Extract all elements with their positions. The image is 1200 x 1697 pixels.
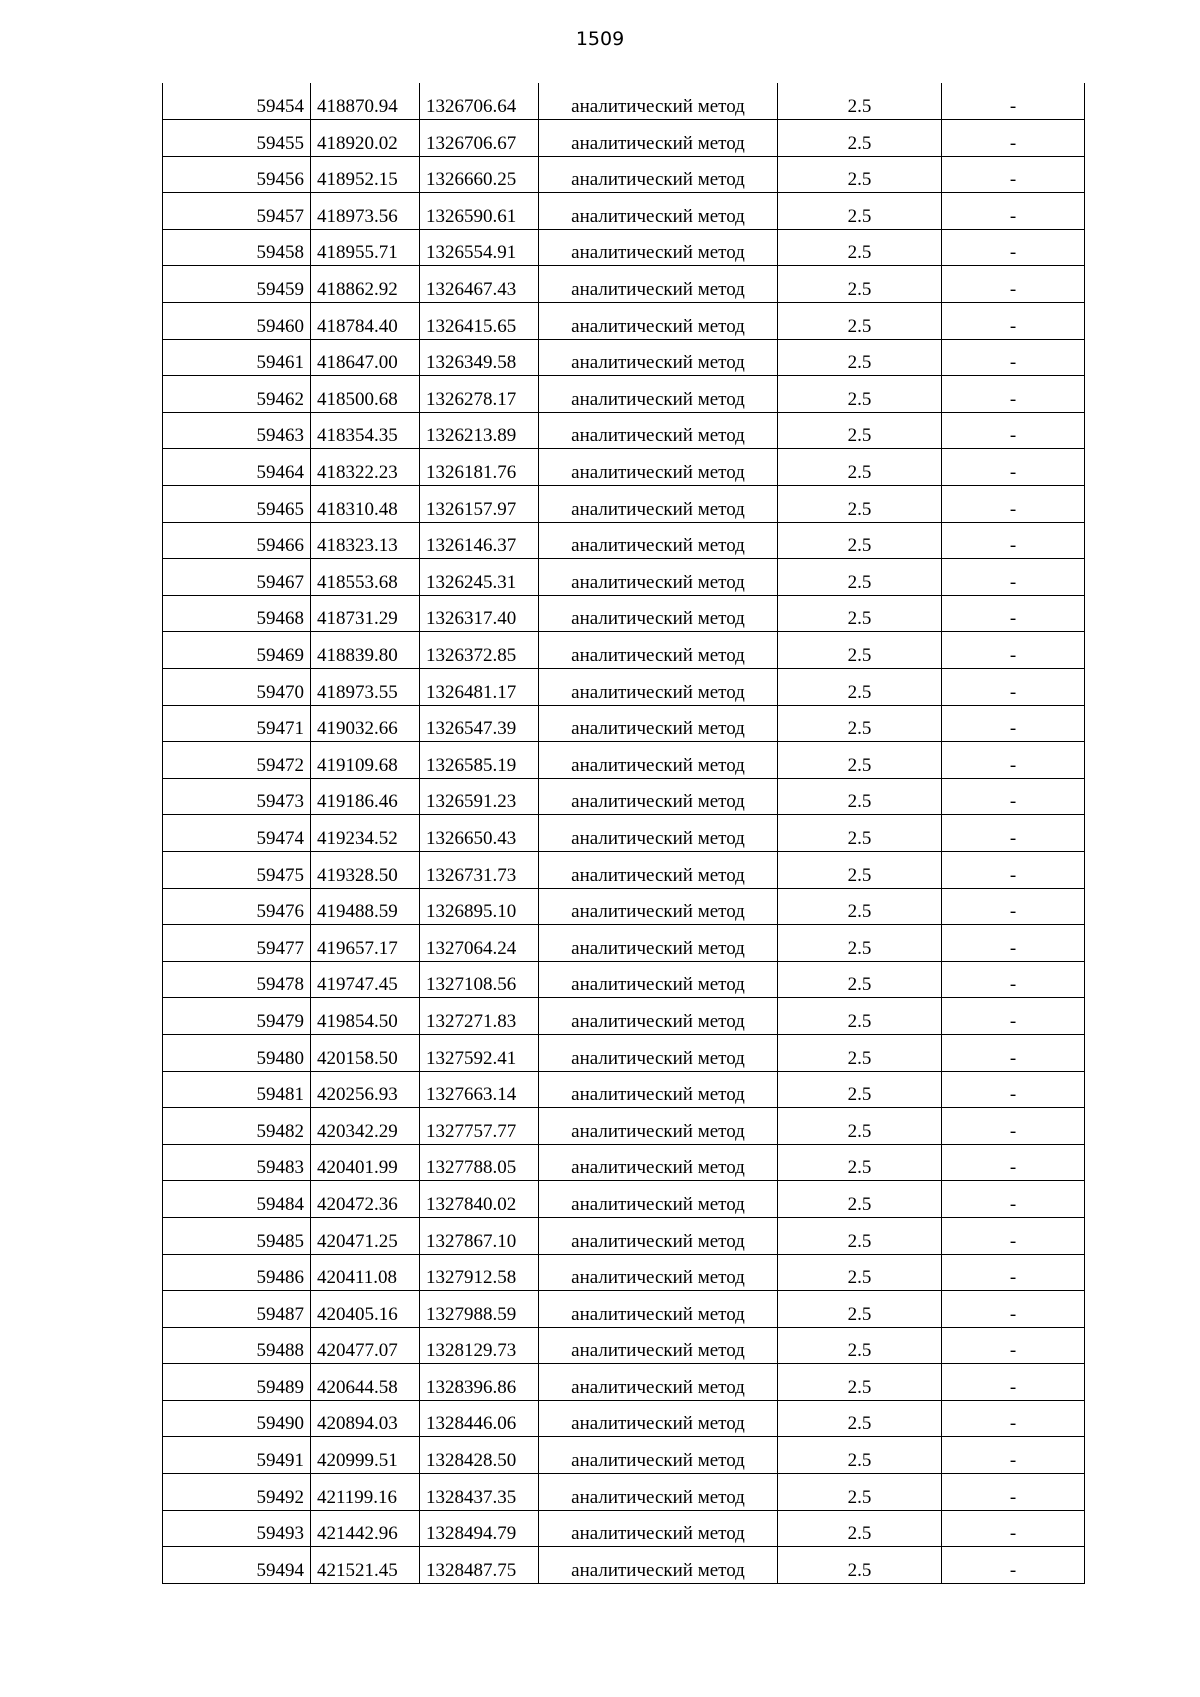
y-coordinate-cell: 1326349.58: [420, 339, 539, 376]
accuracy-cell: 2.5: [778, 1364, 942, 1401]
table-row: [163, 851, 1085, 888]
method-cell: аналитический метод: [539, 851, 778, 888]
x-coordinate-cell: 418839.80: [311, 632, 420, 669]
note-cell: -: [942, 1327, 1085, 1364]
table-row: [163, 1034, 1085, 1071]
accuracy-cell: 2.5: [778, 1510, 942, 1547]
x-coordinate-cell: 419747.45: [311, 961, 420, 998]
table-row: [163, 1108, 1085, 1145]
x-coordinate-cell: 419109.68: [311, 742, 420, 779]
method-cell: аналитический метод: [539, 376, 778, 413]
x-coordinate-cell: 420894.03: [311, 1400, 420, 1437]
method-cell: аналитический метод: [539, 1400, 778, 1437]
table-row: [163, 229, 1085, 266]
accuracy-cell: 2.5: [778, 1547, 942, 1584]
note-cell: -: [942, 339, 1085, 376]
x-coordinate-cell: 418322.23: [311, 449, 420, 486]
table-row: [163, 1181, 1085, 1218]
point-number-cell: 59471: [163, 705, 311, 742]
method-cell: аналитический метод: [539, 888, 778, 925]
point-number-cell: 59475: [163, 851, 311, 888]
point-number-cell: 59457: [163, 193, 311, 230]
y-coordinate-cell: 1326157.97: [420, 486, 539, 523]
note-cell: -: [942, 1144, 1085, 1181]
method-cell: аналитический метод: [539, 1291, 778, 1328]
accuracy-cell: 2.5: [778, 1474, 942, 1511]
table-row: [163, 1291, 1085, 1328]
note-cell: -: [942, 669, 1085, 706]
method-cell: аналитический метод: [539, 339, 778, 376]
accuracy-cell: 2.5: [778, 486, 942, 523]
point-number-cell: 59470: [163, 669, 311, 706]
point-number-cell: 59463: [163, 412, 311, 449]
y-coordinate-cell: 1326554.91: [420, 229, 539, 266]
point-number-cell: 59494: [163, 1547, 311, 1584]
note-cell: -: [942, 1217, 1085, 1254]
accuracy-cell: 2.5: [778, 376, 942, 413]
method-cell: аналитический метод: [539, 815, 778, 852]
table-row: [163, 1217, 1085, 1254]
table-row: [163, 1510, 1085, 1547]
point-number-cell: 59492: [163, 1474, 311, 1511]
y-coordinate-cell: 1327663.14: [420, 1071, 539, 1108]
point-number-cell: 59468: [163, 595, 311, 632]
x-coordinate-cell: 421199.16: [311, 1474, 420, 1511]
note-cell: -: [942, 595, 1085, 632]
y-coordinate-cell: 1326481.17: [420, 669, 539, 706]
note-cell: -: [942, 156, 1085, 193]
point-number-cell: 59469: [163, 632, 311, 669]
note-cell: -: [942, 1254, 1085, 1291]
table-row: [163, 632, 1085, 669]
point-number-cell: 59487: [163, 1291, 311, 1328]
accuracy-cell: 2.5: [778, 998, 942, 1035]
note-cell: -: [942, 925, 1085, 962]
y-coordinate-cell: 1327592.41: [420, 1034, 539, 1071]
y-coordinate-cell: 1328487.75: [420, 1547, 539, 1584]
point-number-cell: 59478: [163, 961, 311, 998]
table-row: [163, 156, 1085, 193]
x-coordinate-cell: 419234.52: [311, 815, 420, 852]
table-row: [163, 193, 1085, 230]
point-number-cell: 59474: [163, 815, 311, 852]
accuracy-cell: 2.5: [778, 449, 942, 486]
table-row: [163, 559, 1085, 596]
method-cell: аналитический метод: [539, 742, 778, 779]
table-row: [163, 961, 1085, 998]
x-coordinate-cell: 420999.51: [311, 1437, 420, 1474]
note-cell: -: [942, 998, 1085, 1035]
point-number-cell: 59486: [163, 1254, 311, 1291]
point-number-cell: 59460: [163, 303, 311, 340]
point-number-cell: 59467: [163, 559, 311, 596]
y-coordinate-cell: 1326415.65: [420, 303, 539, 340]
table-row: [163, 120, 1085, 157]
table-row: [163, 742, 1085, 779]
table-row: [163, 1254, 1085, 1291]
table-row: [163, 888, 1085, 925]
point-number-cell: 59464: [163, 449, 311, 486]
note-cell: -: [942, 1474, 1085, 1511]
point-number-cell: 59476: [163, 888, 311, 925]
note-cell: -: [942, 376, 1085, 413]
x-coordinate-cell: 419186.46: [311, 778, 420, 815]
y-coordinate-cell: 1326317.40: [420, 595, 539, 632]
x-coordinate-cell: 418500.68: [311, 376, 420, 413]
point-number-cell: 59484: [163, 1181, 311, 1218]
accuracy-cell: 2.5: [778, 1217, 942, 1254]
note-cell: -: [942, 1437, 1085, 1474]
y-coordinate-cell: 1326590.61: [420, 193, 539, 230]
method-cell: аналитический метод: [539, 156, 778, 193]
y-coordinate-cell: 1326650.43: [420, 815, 539, 852]
accuracy-cell: 2.5: [778, 1071, 942, 1108]
accuracy-cell: 2.5: [778, 1034, 942, 1071]
method-cell: аналитический метод: [539, 961, 778, 998]
accuracy-cell: 2.5: [778, 705, 942, 742]
x-coordinate-cell: 420158.50: [311, 1034, 420, 1071]
y-coordinate-cell: 1328428.50: [420, 1437, 539, 1474]
x-coordinate-cell: 421442.96: [311, 1510, 420, 1547]
y-coordinate-cell: 1326146.37: [420, 522, 539, 559]
accuracy-cell: 2.5: [778, 522, 942, 559]
note-cell: -: [942, 412, 1085, 449]
point-number-cell: 59488: [163, 1327, 311, 1364]
y-coordinate-cell: 1326585.19: [420, 742, 539, 779]
y-coordinate-cell: 1327788.05: [420, 1144, 539, 1181]
table-row: [163, 925, 1085, 962]
x-coordinate-cell: 418952.15: [311, 156, 420, 193]
method-cell: аналитический метод: [539, 1474, 778, 1511]
point-number-cell: 59485: [163, 1217, 311, 1254]
point-number-cell: 59493: [163, 1510, 311, 1547]
y-coordinate-cell: 1326245.31: [420, 559, 539, 596]
point-number-cell: 59472: [163, 742, 311, 779]
table-row: [163, 266, 1085, 303]
method-cell: аналитический метод: [539, 1144, 778, 1181]
point-number-cell: 59462: [163, 376, 311, 413]
accuracy-cell: 2.5: [778, 1400, 942, 1437]
y-coordinate-cell: 1328437.35: [420, 1474, 539, 1511]
x-coordinate-cell: 418955.71: [311, 229, 420, 266]
point-number-cell: 59461: [163, 339, 311, 376]
y-coordinate-cell: 1328494.79: [420, 1510, 539, 1547]
y-coordinate-cell: 1326467.43: [420, 266, 539, 303]
x-coordinate-cell: 418870.94: [311, 83, 420, 120]
table-row: [163, 1547, 1085, 1584]
method-cell: аналитический метод: [539, 632, 778, 669]
y-coordinate-cell: 1328446.06: [420, 1400, 539, 1437]
x-coordinate-cell: 420342.29: [311, 1108, 420, 1145]
x-coordinate-cell: 419854.50: [311, 998, 420, 1035]
table-row: [163, 1327, 1085, 1364]
x-coordinate-cell: 420411.08: [311, 1254, 420, 1291]
method-cell: аналитический метод: [539, 1071, 778, 1108]
accuracy-cell: 2.5: [778, 229, 942, 266]
x-coordinate-cell: 419488.59: [311, 888, 420, 925]
y-coordinate-cell: 1326181.76: [420, 449, 539, 486]
note-cell: -: [942, 193, 1085, 230]
x-coordinate-cell: 418310.48: [311, 486, 420, 523]
point-number-cell: 59455: [163, 120, 311, 157]
accuracy-cell: 2.5: [778, 412, 942, 449]
note-cell: -: [942, 1108, 1085, 1145]
coordinates-table: [162, 83, 1085, 1584]
accuracy-cell: 2.5: [778, 1291, 942, 1328]
method-cell: аналитический метод: [539, 559, 778, 596]
x-coordinate-cell: 419032.66: [311, 705, 420, 742]
y-coordinate-cell: 1326213.89: [420, 412, 539, 449]
x-coordinate-cell: 418973.56: [311, 193, 420, 230]
note-cell: -: [942, 1547, 1085, 1584]
method-cell: аналитический метод: [539, 1034, 778, 1071]
y-coordinate-cell: 1327988.59: [420, 1291, 539, 1328]
note-cell: -: [942, 486, 1085, 523]
method-cell: аналитический метод: [539, 266, 778, 303]
accuracy-cell: 2.5: [778, 669, 942, 706]
accuracy-cell: 2.5: [778, 1108, 942, 1145]
accuracy-cell: 2.5: [778, 83, 942, 120]
table-row: [163, 595, 1085, 632]
accuracy-cell: 2.5: [778, 156, 942, 193]
x-coordinate-cell: 420644.58: [311, 1364, 420, 1401]
method-cell: аналитический метод: [539, 486, 778, 523]
accuracy-cell: 2.5: [778, 632, 942, 669]
method-cell: аналитический метод: [539, 1437, 778, 1474]
method-cell: аналитический метод: [539, 1327, 778, 1364]
accuracy-cell: 2.5: [778, 778, 942, 815]
note-cell: -: [942, 851, 1085, 888]
note-cell: -: [942, 1400, 1085, 1437]
x-coordinate-cell: 420477.07: [311, 1327, 420, 1364]
table-row: [163, 1364, 1085, 1401]
method-cell: аналитический метод: [539, 449, 778, 486]
y-coordinate-cell: 1327064.24: [420, 925, 539, 962]
x-coordinate-cell: 418354.35: [311, 412, 420, 449]
note-cell: -: [942, 559, 1085, 596]
point-number-cell: 59482: [163, 1108, 311, 1145]
note-cell: -: [942, 1181, 1085, 1218]
method-cell: аналитический метод: [539, 412, 778, 449]
note-cell: -: [942, 961, 1085, 998]
accuracy-cell: 2.5: [778, 1144, 942, 1181]
x-coordinate-cell: 418323.13: [311, 522, 420, 559]
point-number-cell: 59483: [163, 1144, 311, 1181]
y-coordinate-cell: 1326372.85: [420, 632, 539, 669]
note-cell: -: [942, 1364, 1085, 1401]
method-cell: аналитический метод: [539, 1254, 778, 1291]
y-coordinate-cell: 1327912.58: [420, 1254, 539, 1291]
y-coordinate-cell: 1328129.73: [420, 1327, 539, 1364]
accuracy-cell: 2.5: [778, 1437, 942, 1474]
method-cell: аналитический метод: [539, 229, 778, 266]
y-coordinate-cell: 1326706.64: [420, 83, 539, 120]
accuracy-cell: 2.5: [778, 742, 942, 779]
x-coordinate-cell: 420256.93: [311, 1071, 420, 1108]
y-coordinate-cell: 1326660.25: [420, 156, 539, 193]
point-number-cell: 59456: [163, 156, 311, 193]
table-row: [163, 522, 1085, 559]
note-cell: -: [942, 1034, 1085, 1071]
note-cell: -: [942, 449, 1085, 486]
y-coordinate-cell: 1327840.02: [420, 1181, 539, 1218]
note-cell: -: [942, 522, 1085, 559]
accuracy-cell: 2.5: [778, 559, 942, 596]
note-cell: -: [942, 120, 1085, 157]
method-cell: аналитический метод: [539, 1181, 778, 1218]
note-cell: -: [942, 1510, 1085, 1547]
x-coordinate-cell: 418862.92: [311, 266, 420, 303]
y-coordinate-cell: 1326547.39: [420, 705, 539, 742]
y-coordinate-cell: 1327108.56: [420, 961, 539, 998]
note-cell: -: [942, 888, 1085, 925]
x-coordinate-cell: 418647.00: [311, 339, 420, 376]
note-cell: -: [942, 632, 1085, 669]
accuracy-cell: 2.5: [778, 961, 942, 998]
table-row: [163, 1144, 1085, 1181]
accuracy-cell: 2.5: [778, 339, 942, 376]
point-number-cell: 59458: [163, 229, 311, 266]
accuracy-cell: 2.5: [778, 925, 942, 962]
note-cell: -: [942, 778, 1085, 815]
accuracy-cell: 2.5: [778, 1181, 942, 1218]
table-row: [163, 449, 1085, 486]
table-row: [163, 1071, 1085, 1108]
method-cell: аналитический метод: [539, 778, 778, 815]
method-cell: аналитический метод: [539, 1108, 778, 1145]
method-cell: аналитический метод: [539, 705, 778, 742]
method-cell: аналитический метод: [539, 193, 778, 230]
x-coordinate-cell: 418731.29: [311, 595, 420, 632]
y-coordinate-cell: 1327757.77: [420, 1108, 539, 1145]
method-cell: аналитический метод: [539, 1510, 778, 1547]
x-coordinate-cell: 420405.16: [311, 1291, 420, 1328]
table-row: [163, 705, 1085, 742]
method-cell: аналитический метод: [539, 1364, 778, 1401]
y-coordinate-cell: 1326895.10: [420, 888, 539, 925]
x-coordinate-cell: 419328.50: [311, 851, 420, 888]
method-cell: аналитический метод: [539, 1217, 778, 1254]
point-number-cell: 59454: [163, 83, 311, 120]
point-number-cell: 59490: [163, 1400, 311, 1437]
table-row: [163, 83, 1085, 120]
method-cell: аналитический метод: [539, 925, 778, 962]
table-row: [163, 998, 1085, 1035]
point-number-cell: 59459: [163, 266, 311, 303]
accuracy-cell: 2.5: [778, 595, 942, 632]
accuracy-cell: 2.5: [778, 1327, 942, 1364]
method-cell: аналитический метод: [539, 1547, 778, 1584]
accuracy-cell: 2.5: [778, 851, 942, 888]
method-cell: аналитический метод: [539, 669, 778, 706]
method-cell: аналитический метод: [539, 120, 778, 157]
table-row: [163, 669, 1085, 706]
note-cell: -: [942, 83, 1085, 120]
accuracy-cell: 2.5: [778, 120, 942, 157]
method-cell: аналитический метод: [539, 83, 778, 120]
y-coordinate-cell: 1326278.17: [420, 376, 539, 413]
x-coordinate-cell: 420401.99: [311, 1144, 420, 1181]
y-coordinate-cell: 1327271.83: [420, 998, 539, 1035]
table-row: [163, 486, 1085, 523]
point-number-cell: 59480: [163, 1034, 311, 1071]
y-coordinate-cell: 1326731.73: [420, 851, 539, 888]
note-cell: -: [942, 229, 1085, 266]
note-cell: -: [942, 1291, 1085, 1328]
point-number-cell: 59466: [163, 522, 311, 559]
point-number-cell: 59477: [163, 925, 311, 962]
table-row: [163, 1474, 1085, 1511]
y-coordinate-cell: 1328396.86: [420, 1364, 539, 1401]
table-row: [163, 412, 1085, 449]
method-cell: аналитический метод: [539, 998, 778, 1035]
method-cell: аналитический метод: [539, 595, 778, 632]
x-coordinate-cell: 420472.36: [311, 1181, 420, 1218]
accuracy-cell: 2.5: [778, 1254, 942, 1291]
note-cell: -: [942, 742, 1085, 779]
page-number: 1509: [575, 28, 625, 50]
accuracy-cell: 2.5: [778, 815, 942, 852]
table-row: [163, 303, 1085, 340]
y-coordinate-cell: 1326706.67: [420, 120, 539, 157]
point-number-cell: 59489: [163, 1364, 311, 1401]
table-row: [163, 339, 1085, 376]
x-coordinate-cell: 418784.40: [311, 303, 420, 340]
point-number-cell: 59491: [163, 1437, 311, 1474]
x-coordinate-cell: 419657.17: [311, 925, 420, 962]
point-number-cell: 59481: [163, 1071, 311, 1108]
y-coordinate-cell: 1326591.23: [420, 778, 539, 815]
note-cell: -: [942, 266, 1085, 303]
note-cell: -: [942, 1071, 1085, 1108]
x-coordinate-cell: 421521.45: [311, 1547, 420, 1584]
x-coordinate-cell: 418553.68: [311, 559, 420, 596]
table-row: [163, 376, 1085, 413]
table-row: [163, 1437, 1085, 1474]
table-row: [163, 1400, 1085, 1437]
x-coordinate-cell: 418973.55: [311, 669, 420, 706]
method-cell: аналитический метод: [539, 522, 778, 559]
accuracy-cell: 2.5: [778, 888, 942, 925]
table-row: [163, 778, 1085, 815]
accuracy-cell: 2.5: [778, 303, 942, 340]
x-coordinate-cell: 420471.25: [311, 1217, 420, 1254]
x-coordinate-cell: 418920.02: [311, 120, 420, 157]
point-number-cell: 59473: [163, 778, 311, 815]
note-cell: -: [942, 815, 1085, 852]
accuracy-cell: 2.5: [778, 193, 942, 230]
accuracy-cell: 2.5: [778, 266, 942, 303]
note-cell: -: [942, 303, 1085, 340]
method-cell: аналитический метод: [539, 303, 778, 340]
y-coordinate-cell: 1327867.10: [420, 1217, 539, 1254]
table-row: [163, 815, 1085, 852]
note-cell: -: [942, 705, 1085, 742]
table-body: [163, 83, 1085, 1583]
point-number-cell: 59479: [163, 998, 311, 1035]
point-number-cell: 59465: [163, 486, 311, 523]
